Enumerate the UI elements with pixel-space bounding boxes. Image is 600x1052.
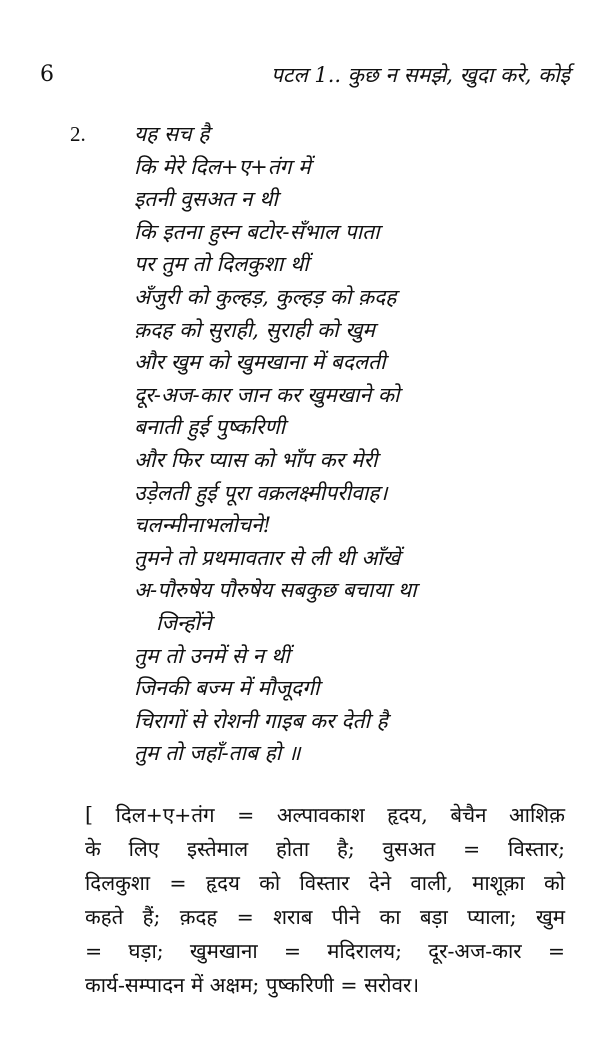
glossary-note — [85, 798, 565, 1002]
poem-line-continuation: जिन्होंने — [156, 610, 212, 635]
glossary-line: के लिए इस्तेमाल होता है; वुसअत = विस्तार; — [85, 837, 565, 861]
poem-line: दूर-अज-कार जान कर खुमखाने को — [134, 382, 400, 407]
poem-line: जिनकी बज्म में मौजूदगी — [134, 676, 320, 701]
poem-line: तुमने तो प्रथमावतार से ली थी आँखें — [134, 545, 401, 570]
page-number: 6 — [40, 62, 54, 87]
poem-line: तुम तो उनमें से न थीं — [134, 643, 290, 668]
glossary-line: दिलकुशा = हृदय को विस्तार देने वाली, माशूक़ा को — [85, 871, 565, 895]
poem-line: अँजुरी को कुल्हड़, कुल्हड़ को क़दह — [134, 284, 397, 309]
running-head: पटल 1.. कुछ न समझे, खुदा करे, कोई — [270, 63, 570, 87]
page-header — [40, 60, 570, 90]
poem-number: 2. — [70, 122, 86, 146]
poem-line: और फिर प्यास को भाँप कर मेरी — [134, 447, 378, 472]
poem-line: क़दह को सुराही, सुराही को खुम — [134, 317, 375, 342]
glossary-line: [ दिल+ए+तंग = अल्पावकाश हृदय, बेचैन आशिक़ — [85, 803, 565, 827]
poem-line: अ-पौरुषेय पौरुषेय सबकुछ बचाया था — [134, 578, 417, 603]
poem-lines — [134, 118, 574, 770]
poem-line: कि मेरे दिल+ए+तंग में — [134, 154, 311, 179]
poem-line: बनाती हुई पुष्करिणी — [134, 415, 286, 440]
poem-line: और खुम को खुमखाना में बदलती — [134, 350, 386, 375]
poem-line: पर तुम तो दिलकुशा थीं — [134, 252, 309, 277]
glossary-line: कार्य-सम्पादन में अक्षम; पुष्करिणी = सरोवर। — [85, 973, 420, 997]
poem-line: इतनी वुसअत न थी — [134, 187, 278, 212]
glossary-line: कहते हैं; क़दह = शराब पीने का बड़ा प्याला; खुम — [85, 905, 565, 929]
poem-line: उड़ेलती हुई पूरा वक्रलक्ष्मीपरीवाह। — [134, 480, 388, 505]
poem-line: तुम तो जहाँ-ताब हो ॥ — [134, 741, 301, 766]
glossary-line: = घड़ा; खुमखाना = मदिरालय; दूर-अज-कार = — [85, 939, 565, 963]
poem-line: चिरागों से रोशनी गाइब कर देती है — [134, 708, 388, 733]
poem-line: यह सच है — [134, 122, 210, 146]
poem-line: चलन्मीनाभलोचने! — [134, 513, 272, 538]
poem-line: कि इतना हुस्न बटोर-सँभाल पाता — [134, 219, 380, 244]
